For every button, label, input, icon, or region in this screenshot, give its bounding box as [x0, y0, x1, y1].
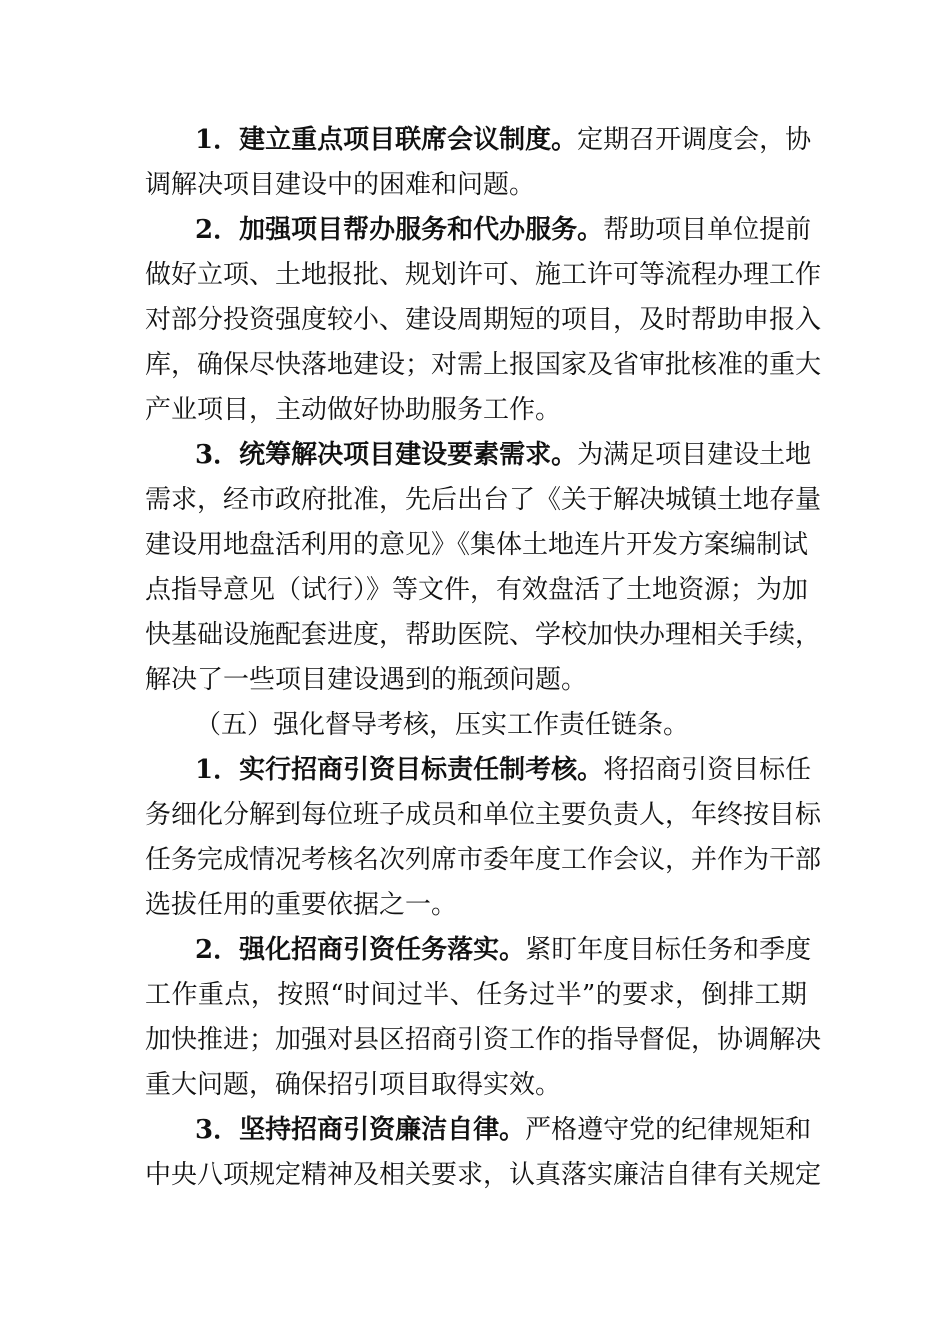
text-line: 点指导意见（试行）》等文件，有效盘活了土地资源；为加: [145, 575, 809, 605]
numbered-paragraph: [145, 118, 812, 208]
text-line: 选拔任用的重要依据之一。: [145, 890, 458, 920]
text-line: [145, 208, 812, 253]
text-line: [145, 748, 812, 793]
text-line: 任务完成情况考核名次列席市委年度工作会议，并作为干部: [145, 845, 822, 875]
text-line: [145, 703, 807, 748]
text-line: 调解决项目建设中的困难和问题。: [145, 170, 536, 200]
text-line: 需求，经市政府批准，先后出台了《关于解决城镇土地存量: [145, 485, 822, 515]
paragraph-lead: 3．坚持招商引资廉洁自律。: [195, 1115, 526, 1145]
text-line: 工作重点，按照“时间过半、任务过半”的要求，倒排工期: [145, 980, 807, 1010]
text-line: 对部分投资强度较小、建设周期短的项目，及时帮助申报入: [145, 305, 822, 335]
text-line: 做好立项、土地报批、规划许可、施工许可等流程办理工作: [145, 260, 822, 290]
text-line: [145, 928, 812, 973]
paragraph-lead: 1．实行招商引资目标责任制考核。: [195, 755, 604, 785]
text-line: 库，确保尽快落地建设；对需上报国家及省审批核准的重大: [145, 350, 822, 380]
paragraph-text: （五）强化督导考核，压实工作责任链条。: [195, 710, 690, 740]
paragraph-text: 严格遵守党的纪律规矩和: [525, 1115, 812, 1145]
text-line: 中央八项规定精神及相关要求，认真落实廉洁自律有关规定: [145, 1160, 822, 1190]
text-line: 加快推进；加强对县区招商引资工作的指导督促，协调解决: [145, 1025, 822, 1055]
text-line: 重大问题，确保招引项目取得实效。: [145, 1070, 562, 1100]
text-line: 产业项目，主动做好协助服务工作。: [145, 395, 562, 425]
numbered-paragraph: [145, 433, 822, 703]
text-line: 解决了一些项目建设遇到的瓶颈问题。: [145, 665, 588, 695]
section-heading: [145, 703, 807, 748]
text-line: [145, 1108, 812, 1153]
text-line: 快基础设施配套进度，帮助医院、学校加快办理相关手续，: [145, 620, 822, 650]
document-page: [145, 118, 822, 1198]
paragraph-text: 为满足项目建设土地: [577, 440, 812, 470]
paragraph-text: 紧盯年度目标任务和季度: [525, 935, 812, 965]
numbered-paragraph: [145, 928, 822, 1108]
paragraph-lead: 3．统筹解决项目建设要素需求。: [195, 440, 578, 470]
numbered-paragraph: [145, 208, 822, 433]
numbered-paragraph: [145, 748, 822, 928]
paragraph-text: 帮助项目单位提前: [603, 215, 812, 245]
paragraph-lead: 1．建立重点项目联席会议制度。: [195, 125, 578, 155]
paragraph-lead: 2．加强项目帮办服务和代办服务。: [195, 215, 604, 245]
paragraph-text: 定期召开调度会，协: [577, 125, 812, 155]
text-line: [145, 118, 812, 163]
numbered-paragraph: [145, 1108, 822, 1198]
paragraph-text: 将招商引资目标任: [603, 755, 812, 785]
paragraph-lead: 2．强化招商引资任务落实。: [195, 935, 526, 965]
text-line: [145, 433, 812, 478]
text-line: 建设用地盘活利用的意见》《集体土地连片开发方案编制试: [145, 530, 809, 560]
text-line: 务细化分解到每位班子成员和单位主要负责人，年终按目标: [145, 800, 822, 830]
